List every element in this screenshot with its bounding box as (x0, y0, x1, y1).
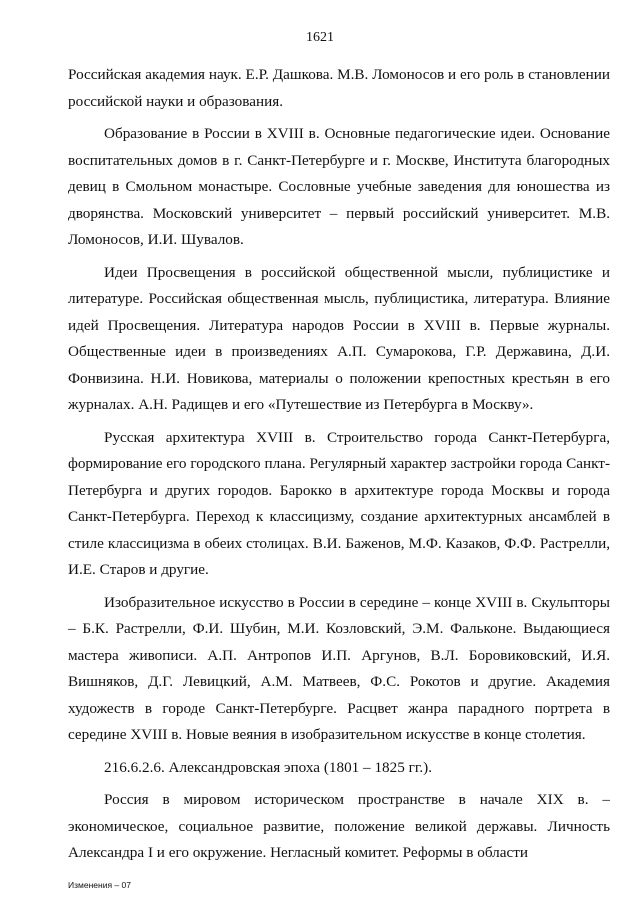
paragraph: Российская академия наук. Е.Р. Дашкова. М.В. Ломоносов и его роль в становлении российской науки и образования. (68, 66, 610, 110)
paragraph: Россия в мировом историческом пространстве в начале XIX в. – экономическое, социальное развитие, положение великой державы. Личность Александра I и его окружение. Негласный комитет. Реформы в области (68, 791, 610, 861)
paragraph: Русская архитектура XVIII в. Строительство города Санкт-Петербурга, формирование его городского плана. Регулярный характер застройки города Санкт-Петербурга и других городов. Барокко в архитектуре города Москвы и города Санкт-Петербурга. Переход к классицизму, создание архитектурных ансамблей в стиле классицизма в обеих столицах. В.И. Баженов, М.Ф. Казаков, Ф.Ф. Растрелли, И.Е. Старов и другие. (68, 428, 610, 578)
document-body (68, 62, 610, 873)
paragraph: Идеи Просвещения в российской общественной мысли, публицистике и литературе. Российская общественная мысль, публицистика, литература. Влияние идей Просвещения. Литература народов России в XVIII в. Первые журналы. Общественные идеи в произведениях А.П. Сумарокова, Г.Р. Державина, Д.И. Фонвизина. Н.И. Новикова, материалы о положении крепостных крестьян в его журналах. А.Н. Радищев и его «Путешествие из Петербурга в Москву». (68, 263, 610, 413)
paragraph: Образование в России в XVIII в. Основные педагогические идеи. Основание воспитательных домов в г. Санкт-Петербурге и г. Москве, Института благородных девиц в Смольном монастыре. Сословные учебные заведения для юношества из дворянства. Московский университет – первый российский университет. М.В. Ломоносов, И.И. Шувалов. (68, 125, 610, 248)
section-heading: 216.6.2.6. Александровская эпоха (1801 – 1825 гг.). (104, 758, 433, 776)
footer-revision: Изменения – 07 (68, 880, 131, 890)
paragraph: Изобразительное искусство в России в середине – конце XVIII в. Скульпторы – Б.К. Растрелли, Ф.И. Шубин, М.И. Козловский, Э.М. Фальконе. Выдающиеся мастера живописи. А.П. Антропов И.П. Аргунов, В.Л. Боровиковский, И.Я. Вишняков, Д.Г. Левицкий, А.М. Матвеев, Ф.С. Рокотов и другие. Академия художеств в городе Санкт-Петербурге. Расцвет жанра парадного портрета в середине XVIII в. Новые веяния в изобразительном искусстве в конце столетия. (68, 593, 610, 743)
page-number: 1621 (306, 30, 334, 45)
